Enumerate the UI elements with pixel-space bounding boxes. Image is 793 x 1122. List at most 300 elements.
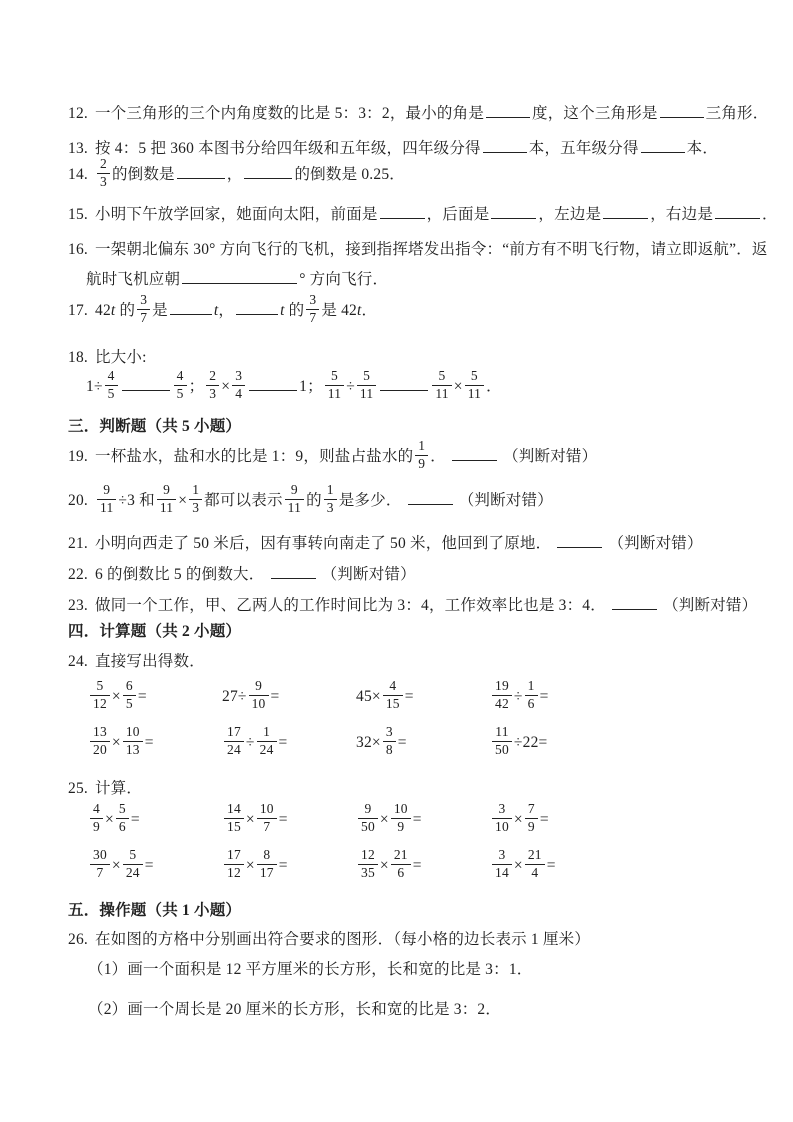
denominator: 12 (93, 695, 107, 711)
denominator: 17 (259, 864, 274, 880)
text-run: × (111, 688, 121, 705)
denominator: 42 (495, 695, 509, 711)
question-16-line-1 (68, 240, 768, 260)
denominator: 11 (435, 385, 449, 401)
text-run: ÷ (245, 734, 255, 751)
numerator: 4 (105, 369, 118, 386)
fraction (432, 369, 451, 402)
text-run: × (178, 492, 188, 509)
text-run: ÷22= (513, 734, 548, 751)
answer-blank (182, 271, 297, 284)
denominator: 6 (527, 695, 535, 711)
fraction (97, 157, 110, 190)
numerator: 3 (492, 802, 512, 819)
denominator: 4 (235, 385, 243, 401)
answer-blank (380, 206, 425, 219)
fraction (189, 483, 202, 516)
fraction (391, 848, 411, 881)
text-run: （1）画一个面积是 12 平方厘米的长方形，长和宽的比是 3：1． (88, 961, 533, 978)
text-run: = (270, 688, 280, 705)
denominator: 50 (361, 818, 375, 834)
calc-expression (222, 723, 356, 763)
question-16-line-2 (86, 270, 388, 290)
text-run: ． (361, 302, 378, 319)
denominator: 5 (107, 385, 115, 401)
numerator: 1 (257, 725, 277, 742)
text-run: ÷3 和 (118, 492, 155, 509)
denominator: 3 (192, 499, 200, 515)
text-run: × (221, 378, 231, 395)
fraction (324, 483, 337, 516)
answer-blank (380, 378, 428, 391)
text-run: = (137, 688, 147, 705)
question-26-part-1 (88, 960, 532, 980)
text-run: （判断对错） (659, 597, 758, 614)
answer-blank (715, 206, 760, 219)
text-run: ． (762, 206, 778, 223)
variable: t (357, 302, 362, 319)
numerator: 3 (137, 293, 150, 310)
text-run: × (245, 857, 255, 874)
question-25-label (68, 779, 142, 799)
denominator: 11 (100, 499, 114, 515)
question-26-part-2 (88, 1000, 501, 1020)
numerator: 10 (257, 802, 277, 819)
fraction (105, 369, 118, 402)
text-run: 1÷ (86, 378, 103, 395)
text-run: 小明向西走了 50 米后，因有事转向南走了 50 米，他回到了原地． (95, 535, 556, 552)
numerator: 17 (224, 725, 244, 742)
text-run: = (539, 811, 549, 828)
question-15 (68, 205, 778, 225)
numerator: 2 (97, 157, 110, 174)
fraction (257, 848, 277, 881)
question-20 (68, 481, 553, 521)
text-run: 是 (152, 302, 168, 319)
denominator: 35 (361, 864, 375, 880)
question-12 (68, 104, 768, 124)
numerator: 1 (525, 679, 538, 696)
question-number: 16. (68, 241, 88, 258)
numerator: 19 (492, 679, 512, 696)
question-18-expressions (86, 367, 502, 407)
answer-blank (122, 378, 170, 391)
calc-expression (356, 800, 490, 840)
numerator: 1 (324, 483, 337, 500)
text-run: ， (226, 166, 243, 183)
text-run: × (513, 811, 523, 828)
numerator: 12 (358, 848, 378, 865)
denominator: 4 (531, 864, 539, 880)
numerator: 14 (224, 802, 244, 819)
fraction (174, 369, 187, 402)
text-run: 27÷ (222, 688, 247, 705)
text-run: 度，这个三角形是 (532, 105, 658, 122)
text-run: × (104, 811, 114, 828)
text-run: ，右边是 (650, 206, 714, 223)
denominator: 7 (96, 864, 104, 880)
numerator: 9 (157, 483, 176, 500)
fraction (492, 802, 512, 835)
fraction (525, 802, 538, 835)
text-run: = (412, 811, 422, 828)
text-run: （判断对错） (454, 492, 553, 509)
answer-blank (249, 378, 297, 391)
numerator: 7 (525, 802, 538, 819)
fraction (358, 848, 378, 881)
denominator: 11 (159, 499, 174, 515)
fraction (465, 369, 484, 402)
numerator: 10 (123, 725, 143, 742)
question-number: 23. (68, 597, 88, 614)
answer-blank (271, 566, 316, 579)
numerator: 5 (90, 679, 110, 696)
fraction (90, 802, 103, 835)
section-5-header (68, 901, 241, 921)
denominator: 12 (227, 864, 241, 880)
text-run: 一个三角形的三个内角度数的比是 5：3：2，最小的角是 (95, 105, 485, 122)
denominator: 10 (251, 695, 266, 711)
denominator: 11 (327, 385, 342, 401)
fraction (97, 483, 116, 516)
text-run: 三角形． (705, 105, 769, 122)
text-run: 的倒数是 (111, 166, 175, 183)
question-number: 25. (68, 780, 88, 797)
numerator: 10 (391, 802, 411, 819)
numerator: 1 (415, 439, 428, 456)
section-4-header (68, 622, 241, 642)
fraction (383, 725, 396, 758)
fraction (383, 679, 403, 712)
answer-blank (491, 206, 536, 219)
text-run: × (513, 857, 523, 874)
question-number: 22. (68, 566, 88, 583)
fraction (137, 293, 150, 326)
fraction (257, 802, 277, 835)
denominator: 50 (495, 741, 509, 757)
fraction (391, 802, 411, 835)
denominator: 9 (418, 455, 426, 471)
answer-blank (486, 105, 530, 118)
text-run: 的 (306, 492, 322, 509)
question-number: 17. (68, 302, 88, 319)
calc-expression (88, 723, 222, 763)
text-run: 的 (284, 302, 305, 319)
text-run: ° 方向飞行． (299, 271, 389, 288)
fraction (90, 725, 110, 758)
denominator: 15 (385, 695, 400, 711)
denominator: 9 (93, 818, 100, 834)
text-run: ，后面是 (426, 206, 490, 223)
question-24-row-2 (88, 723, 624, 763)
text-run: ； (188, 378, 205, 395)
fraction (206, 369, 219, 402)
fraction (232, 369, 245, 402)
question-number: 15. (68, 206, 88, 223)
calc-expression (356, 846, 490, 886)
text-run: 是多少． (338, 492, 406, 509)
variable: t (110, 302, 116, 319)
question-24-label (68, 652, 205, 672)
text-run: = (539, 688, 549, 705)
question-22 (68, 565, 416, 585)
question-number: 19. (68, 448, 88, 465)
denominator: 15 (227, 818, 241, 834)
numerator: 9 (97, 483, 116, 500)
denominator: 6 (397, 864, 405, 880)
fraction (415, 439, 428, 472)
text-run: 按 4：5 把 360 本图书分给四年级和五年级，四年级分得 (95, 140, 481, 157)
denominator: 7 (140, 309, 148, 325)
denominator: 24 (259, 741, 274, 757)
numerator: 5 (123, 848, 143, 865)
answer-blank (557, 535, 602, 548)
numerator: 9 (358, 802, 378, 819)
denominator: 7 (263, 818, 271, 834)
numerator: 4 (90, 802, 103, 819)
fraction (285, 483, 304, 516)
denominator: 3 (100, 173, 107, 189)
section-title: 四．计算题（共 2 小题） (68, 623, 242, 640)
numerator: 5 (432, 369, 451, 386)
text-run: （判断对错） (499, 448, 598, 465)
text-run: 是 42 (321, 302, 358, 319)
text-run: 直接写出得数． (95, 653, 205, 670)
question-number: 21. (68, 535, 88, 552)
text-run: 小明下午放学回家，她面向太阳，前面是 (95, 206, 378, 223)
question-number: 13. (68, 140, 88, 157)
text-run: 一架朝北偏东 30° 方向飞行的飞机，接到指挥塔发出指令：“前方有不明飞行物，请立即返航”．返 (95, 241, 768, 258)
calc-expression (356, 723, 490, 763)
fraction (116, 802, 129, 835)
text-run: 计算． (95, 780, 143, 797)
text-run: = (278, 811, 288, 828)
text-run: 本． (686, 140, 719, 157)
fraction (123, 679, 136, 712)
denominator: 14 (495, 864, 509, 880)
numerator: 6 (123, 679, 136, 696)
calc-expression (490, 723, 624, 763)
question-number: 14. (68, 166, 88, 183)
fraction (90, 848, 110, 881)
variable: t (280, 302, 285, 319)
fraction (224, 848, 244, 881)
numerator: 13 (90, 725, 110, 742)
section-title: 五．操作题（共 1 小题） (68, 902, 242, 919)
section-3-header (68, 417, 241, 437)
text-run: 1； (299, 378, 323, 395)
text-run: = (278, 734, 288, 751)
fraction (492, 848, 512, 881)
text-run: 做同一个工作，甲、乙两人的工作时间比为 3：4，工作效率比也是 3：4． (95, 597, 611, 614)
text-run: = (130, 811, 140, 828)
calc-expression (88, 846, 222, 886)
calc-expression (88, 800, 222, 840)
fraction (157, 483, 176, 516)
fraction (257, 725, 277, 758)
text-run: ，左边是 (538, 206, 602, 223)
denominator: 20 (93, 741, 107, 757)
denominator: 7 (309, 309, 317, 325)
answer-blank (603, 206, 648, 219)
numerator: 21 (525, 848, 545, 865)
fraction (90, 679, 110, 712)
text-run: × (379, 857, 389, 874)
numerator: 5 (325, 369, 344, 386)
numerator: 1 (189, 483, 202, 500)
text-run: 都可以表示 (204, 492, 283, 509)
numerator: 9 (249, 679, 269, 696)
text-run: = (412, 857, 422, 874)
fraction (123, 725, 143, 758)
numerator: 3 (492, 848, 512, 865)
fraction (492, 679, 512, 712)
numerator: 17 (224, 848, 244, 865)
variable: t (213, 302, 219, 319)
answer-blank (236, 302, 278, 315)
question-21 (68, 534, 703, 554)
numerator: 5 (116, 802, 129, 819)
denominator: 24 (227, 741, 241, 757)
numerator: 21 (391, 848, 411, 865)
text-run: × (111, 857, 121, 874)
text-run: × (379, 811, 389, 828)
answer-blank (452, 448, 497, 461)
numerator: 3 (306, 293, 319, 310)
answer-blank (177, 166, 225, 179)
question-19 (68, 437, 597, 477)
text-run: 的 (115, 302, 136, 319)
denominator: 9 (397, 818, 405, 834)
denominator: 24 (125, 864, 140, 880)
text-run: ， (218, 302, 235, 319)
numerator: 9 (285, 483, 304, 500)
text-run: 32× (356, 734, 381, 751)
calc-expression (490, 800, 624, 840)
fraction (249, 679, 269, 712)
calc-expression (222, 800, 356, 840)
fraction (123, 848, 143, 881)
denominator: 6 (118, 818, 126, 834)
text-run: 本，五年级分得 (528, 140, 639, 157)
text-run: × (245, 811, 255, 828)
denominator: 11 (467, 385, 482, 401)
text-run: （2）画一个周长是 20 厘米的长方形，长和宽的比是 3：2． (88, 1001, 502, 1018)
text-run: 42 (95, 302, 111, 319)
text-run: ． (486, 378, 502, 395)
answer-blank (612, 597, 657, 610)
fraction (525, 848, 545, 881)
calc-expression (356, 677, 490, 717)
numerator: 3 (383, 725, 396, 742)
text-run: 的倒数是 0.25． (294, 166, 405, 183)
numerator: 5 (357, 369, 376, 386)
text-run: = (278, 857, 288, 874)
answer-blank (483, 140, 527, 153)
numerator: 30 (90, 848, 110, 865)
text-run: ÷ (513, 688, 523, 705)
calc-expression (222, 677, 356, 717)
numerator: 2 (206, 369, 219, 386)
question-number: 18. (68, 349, 88, 366)
answer-blank (408, 492, 453, 505)
question-number: 12. (68, 105, 88, 122)
text-run: 45× (356, 688, 381, 705)
fraction (525, 679, 538, 712)
fraction (224, 725, 244, 758)
denominator: 5 (125, 695, 133, 711)
text-run: ． (430, 448, 451, 465)
question-26 (68, 930, 590, 950)
fraction (492, 725, 512, 758)
text-run: （判断对错） (317, 566, 416, 583)
denominator: 10 (495, 818, 509, 834)
text-run: （判断对错） (604, 535, 703, 552)
calc-expression (490, 677, 624, 717)
numerator: 5 (465, 369, 484, 386)
text-run: = (404, 688, 414, 705)
fraction (357, 369, 376, 402)
text-run: 一杯盐水，盐和水的比是 1：9，则盐占盐水的 (95, 448, 414, 465)
text-run: = (144, 857, 154, 874)
numerator: 4 (174, 369, 187, 386)
fraction (358, 802, 378, 835)
denominator: 5 (176, 385, 184, 401)
fraction (224, 802, 244, 835)
denominator: 8 (385, 741, 393, 757)
calc-expression (222, 846, 356, 886)
text-run: ÷ (346, 378, 355, 395)
fraction (325, 369, 344, 402)
question-24-row-1 (88, 677, 624, 717)
answer-blank (660, 105, 704, 118)
fraction (306, 293, 319, 326)
numerator: 4 (383, 679, 403, 696)
text-run: × (111, 734, 121, 751)
text-run: 6 的倒数比 5 的倒数大． (95, 566, 269, 583)
answer-blank (244, 166, 292, 179)
text-run: = (546, 857, 556, 874)
denominator: 11 (287, 499, 302, 515)
calc-expression (490, 846, 624, 886)
denominator: 3 (209, 385, 217, 401)
numerator: 8 (257, 848, 277, 865)
question-number: 26. (68, 931, 88, 948)
question-14 (68, 155, 405, 195)
text-run: = (144, 734, 154, 751)
text-run: = (397, 734, 407, 751)
question-number: 20. (68, 492, 88, 509)
question-number: 24. (68, 653, 88, 670)
question-25-row-1 (88, 800, 624, 840)
denominator: 9 (527, 818, 535, 834)
section-title: 三．判断题（共 5 小题） (68, 418, 242, 435)
denominator: 11 (359, 385, 374, 401)
answer-blank (170, 302, 212, 315)
question-25-row-2 (88, 846, 624, 886)
numerator: 3 (232, 369, 245, 386)
text-run: × (453, 378, 463, 395)
answer-blank (641, 140, 685, 153)
denominator: 3 (326, 499, 334, 515)
calc-expression (88, 677, 222, 717)
denominator: 13 (125, 741, 140, 757)
text-run: 比大小: (95, 349, 147, 366)
text-run: 在如图的方格中分别画出符合要求的图形．（每小格的边长表示 1 厘米） (95, 931, 591, 948)
question-17 (68, 291, 377, 331)
question-23 (68, 596, 757, 616)
text-run: 航时飞机应朝 (86, 271, 181, 288)
